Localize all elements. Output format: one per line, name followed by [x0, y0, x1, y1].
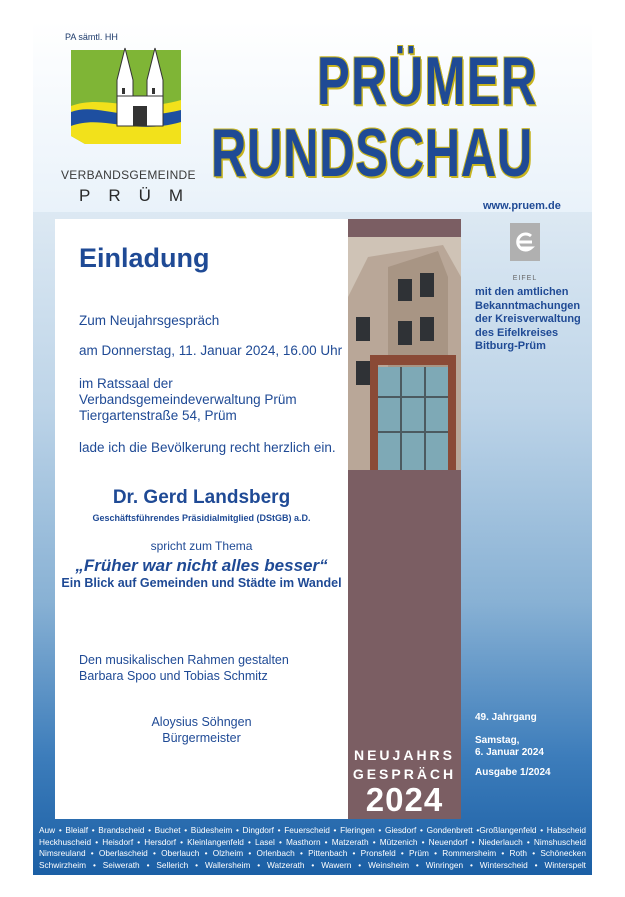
town-list-line-4: Schwirzheim • Seiwerath • Sellerich • Wallersheim • Watzerath • Wawern • Weinsheim • Winringen • Winterscheid • Winterspelt — [39, 859, 586, 870]
masthead — [33, 22, 592, 212]
event-label-line-1: NEUJAHRS — [353, 747, 455, 763]
talk-subtopic: Ein Blick auf Gemeinden und Städte im Wandel — [61, 576, 342, 590]
side-panel — [348, 219, 461, 819]
invite-line-1: Zum Neujahrsgespräch — [79, 313, 220, 328]
invite-place-1: im Ratssaal der — [79, 376, 173, 391]
official-notice-text: mit den amtlichen Bekanntmachungen der Kreisverwaltung des Eifelkreises Bitburg-Prüm — [475, 286, 581, 352]
pa-note: PA sämtl. HH — [65, 32, 118, 42]
town-list-line-2: Heckhuscheid • Heisdorf • Hersdorf • Kleinlangenfeld • Lasel • Masthorn • Matzerath • Mützenich • Neuendorf • Niederlauch • Nimshuscheid — [39, 836, 586, 847]
issue-number: Ausgabe 1/2024 — [475, 767, 551, 778]
invite-place-3: Tiergartenstraße 54, Prüm — [79, 408, 237, 423]
music-line-2: Barbara Spoo und Tobias Schmitz — [79, 669, 268, 683]
eifel-logo-icon — [509, 222, 541, 274]
logo-town: PRÜM — [79, 186, 202, 205]
event-year: 2024 — [365, 781, 444, 818]
newspaper-cover — [33, 22, 592, 875]
logo-subtitle: VERBANDSGEMEINDE — [61, 168, 196, 182]
town-list — [33, 825, 592, 871]
signature-title: Bürgermeister — [162, 731, 241, 745]
event-label-line-2: GESPRÄCH — [352, 766, 457, 782]
title-line-1: PRÜMER — [316, 43, 538, 119]
building-photo-icon — [348, 237, 461, 470]
music-line-1: Den musikalischen Rahmen gestalten — [79, 653, 289, 667]
invitation-panel — [55, 219, 348, 819]
speaks-on-label: spricht zum Thema — [150, 539, 253, 553]
issue-day: Samstag, — [475, 735, 520, 746]
invite-line-2: am Donnerstag, 11. Januar 2024, 16.00 Uhr — [79, 343, 343, 358]
website-link[interactable]: www.pruem.de — [483, 200, 561, 212]
town-list-line-1: Auw • Bleialf • Brandscheid • Buchet • Büdesheim • Dingdorf • Feuerscheid • Fleringen • Giesdorf • Gondenbrett •Großlangenfeld • Habscheid — [39, 825, 586, 835]
speaker-role: Geschäftsführendes Präsidialmitglied (DStGB) a.D. — [92, 513, 311, 523]
signature-name: Aloysius Söhngen — [151, 715, 252, 729]
issue-volume: 49. Jahrgang — [475, 712, 537, 723]
verbandsgemeinde-logo-icon — [63, 44, 188, 149]
town-list-line-3: Nimsreuland • Oberlascheid • Oberlauch • Olzheim • Orlenbach • Pittenbach • Pronsfeld • Prüm • Rommersheim • Roth • Schönecken — [39, 848, 586, 858]
issue-date: 6. Januar 2024 — [475, 747, 544, 758]
invite-line-4: lade ich die Bevölkerung recht herzlich ein. — [79, 440, 336, 455]
speaker-name: Dr. Gerd Landsberg — [112, 487, 291, 508]
invite-place-2: Verbandsgemeindeverwaltung Prüm — [79, 392, 297, 407]
talk-topic: „Früher war nicht alles besser“ — [75, 556, 328, 575]
invitation-heading: Einladung — [79, 243, 210, 273]
title-line-2: RUNDSCHAU — [211, 115, 533, 191]
eifel-label: EIFEL — [512, 275, 538, 282]
